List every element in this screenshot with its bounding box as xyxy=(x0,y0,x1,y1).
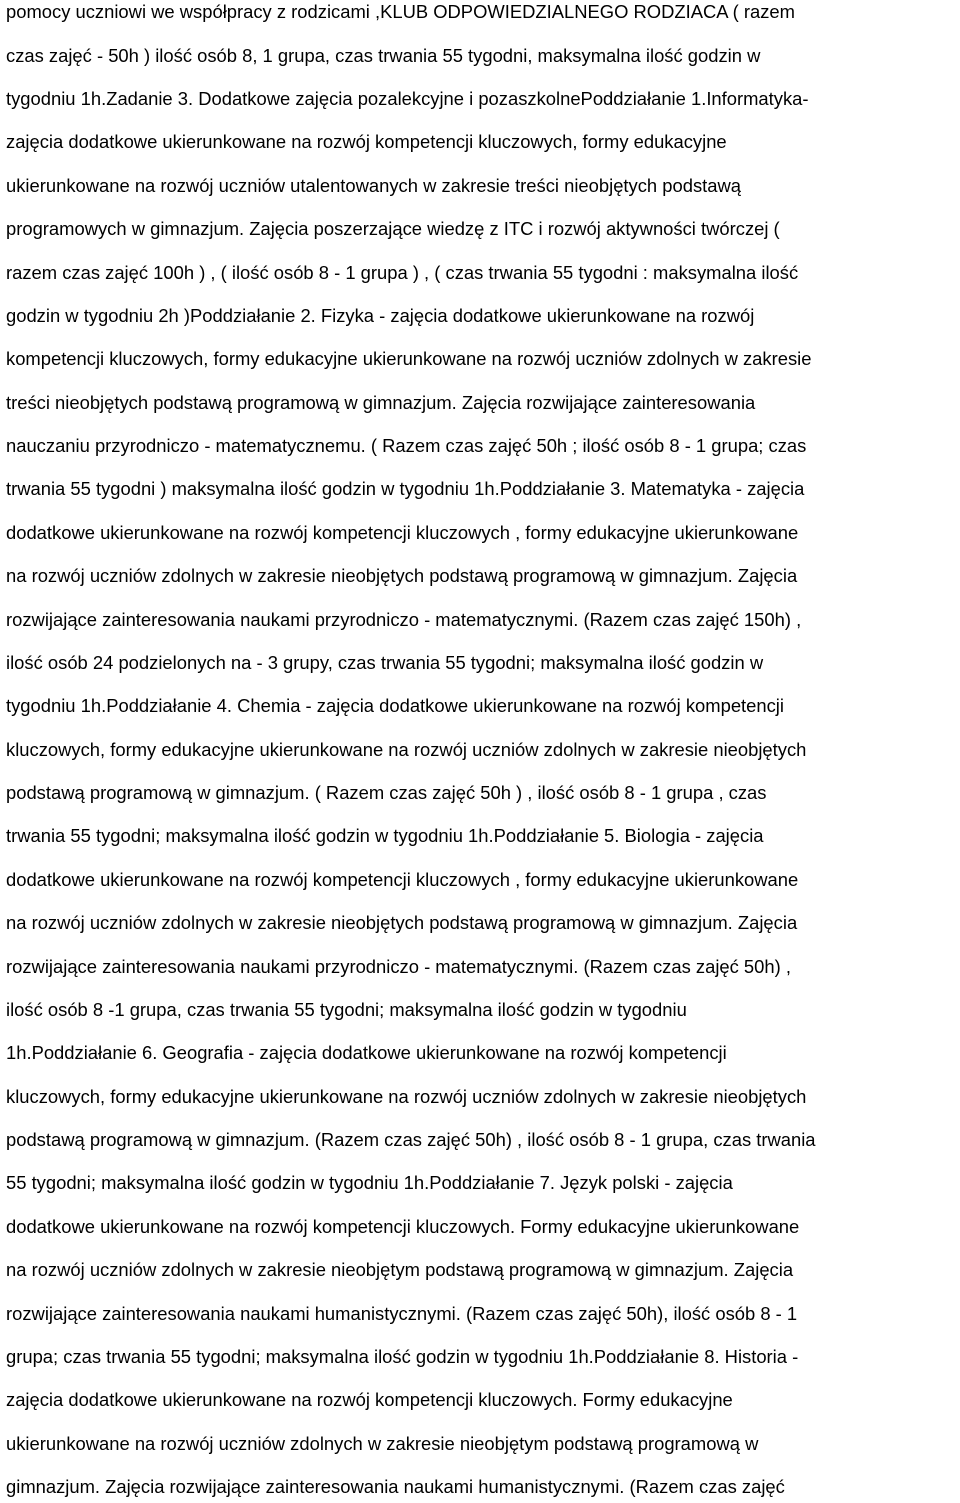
text-line: 1h.Poddziałanie 6. Geografia - zajęcia dodatkowe ukierunkowane na rozwój kompetencji xyxy=(6,1042,727,1063)
text-line: razem czas zajęć 100h ) , ( ilość osób 8 - 1 grupa ) , ( czas trwania 55 tygodni : maksymalna ilość xyxy=(6,262,799,283)
text-line: podstawą programową w gimnazjum. ( Razem czas zajęć 50h ) , ilość osób 8 - 1 grupa , czas xyxy=(6,782,767,803)
text-line: pomocy uczniowi we współpracy z rodzicami ,KLUB ODPOWIEDZIALNEGO RODZIACA ( razem xyxy=(6,1,795,22)
text-line: rozwijające zainteresowania naukami przyrodniczo - matematycznymi. (Razem czas zajęć 50h) , xyxy=(6,956,791,977)
text-line: ilość osób 8 -1 grupa, czas trwania 55 tygodni; maksymalna ilość godzin w tygodniu xyxy=(6,999,687,1020)
text-line: kluczowych, formy edukacyjne ukierunkowane na rozwój uczniów zdolnych w zakresie nieobjętych xyxy=(6,739,807,760)
text-line: trwania 55 tygodni ) maksymalna ilość godzin w tygodniu 1h.Poddziałanie 3. Matematyka - zajęcia xyxy=(6,478,805,499)
text-line: ukierunkowane na rozwój uczniów zdolnych w zakresie nieobjętym podstawą programową w xyxy=(6,1433,759,1454)
text-line: kluczowych, formy edukacyjne ukierunkowane na rozwój uczniów zdolnych w zakresie nieobjętych xyxy=(6,1086,807,1107)
text-line: ilość osób 24 podzielonych na - 3 grupy, czas trwania 55 tygodni; maksymalna ilość godzin w xyxy=(6,652,764,673)
text-line: rozwijające zainteresowania naukami humanistycznymi. (Razem czas zajęć 50h), ilość osób 8 - 1 xyxy=(6,1303,798,1324)
text-line: zajęcia dodatkowe ukierunkowane na rozwój kompetencji kluczowych, formy edukacyjne xyxy=(6,131,727,152)
text-line: dodatkowe ukierunkowane na rozwój kompetencji kluczowych , formy edukacyjne ukierunkowane xyxy=(6,869,799,890)
text-line: tygodniu 1h.Zadanie 3. Dodatkowe zajęcia pozalekcyjne i pozaszkolnePoddziałanie 1.Informatyka- xyxy=(6,88,809,109)
text-line: dodatkowe ukierunkowane na rozwój kompetencji kluczowych. Formy edukacyjne ukierunkowane xyxy=(6,1216,800,1237)
text-line: godzin w tygodniu 2h )Poddziałanie 2. Fizyka - zajęcia dodatkowe ukierunkowane na rozwój xyxy=(6,305,755,326)
text-line: nauczaniu przyrodniczo - matematycznemu. ( Razem czas zajęć 50h ; ilość osób 8 - 1 grupa; czas xyxy=(6,435,807,456)
text-line: czas zajęć - 50h ) ilość osób 8, 1 grupa, czas trwania 55 tygodni, maksymalna ilość godzin w xyxy=(6,45,761,66)
text-line: zajęcia dodatkowe ukierunkowane na rozwój kompetencji kluczowych. Formy edukacyjne xyxy=(6,1389,733,1410)
text-line: tygodniu 1h.Poddziałanie 4. Chemia - zajęcia dodatkowe ukierunkowane na rozwój kompetencji xyxy=(6,695,784,716)
text-line: grupa; czas trwania 55 tygodni; maksymalna ilość godzin w tygodniu 1h.Poddziałanie 8. Historia - xyxy=(6,1346,799,1367)
text-line: trwania 55 tygodni; maksymalna ilość godzin w tygodniu 1h.Poddziałanie 5. Biologia - zajęcia xyxy=(6,825,764,846)
text-line: gimnazjum. Zajęcia rozwijające zainteresowania naukami humanistycznymi. (Razem czas zajęć xyxy=(6,1476,785,1497)
text-line: na rozwój uczniów zdolnych w zakresie nieobjętym podstawą programową w gimnazjum. Zajęcia xyxy=(6,1259,794,1280)
text-line: podstawą programową w gimnazjum. (Razem czas zajęć 50h) , ilość osób 8 - 1 grupa, czas trwania xyxy=(6,1129,816,1150)
text-line: programowych w gimnazjum. Zajęcia poszerzające wiedzę z ITC i rozwój aktywności twórczej ( xyxy=(6,218,780,239)
text-line: rozwijające zainteresowania naukami przyrodniczo - matematycznymi. (Razem czas zajęć 150h) , xyxy=(6,609,802,630)
text-line: ukierunkowane na rozwój uczniów utalentowanych w zakresie treści nieobjętych podstawą xyxy=(6,175,741,196)
text-line: na rozwój uczniów zdolnych w zakresie nieobjętych podstawą programową w gimnazjum. Zajęcia xyxy=(6,565,798,586)
text-line: kompetencji kluczowych, formy edukacyjne ukierunkowane na rozwój uczniów zdolnych w zakresie xyxy=(6,348,812,369)
text-line: 55 tygodni; maksymalna ilość godzin w tygodniu 1h.Poddziałanie 7. Język polski - zajęcia xyxy=(6,1172,733,1193)
text-line: dodatkowe ukierunkowane na rozwój kompetencji kluczowych , formy edukacyjne ukierunkowane xyxy=(6,522,799,543)
text-line: treści nieobjętych podstawą programową w gimnazjum. Zajęcia rozwijające zainteresowania xyxy=(6,392,756,413)
text-line: na rozwój uczniów zdolnych w zakresie nieobjętych podstawą programową w gimnazjum. Zajęcia xyxy=(6,912,798,933)
